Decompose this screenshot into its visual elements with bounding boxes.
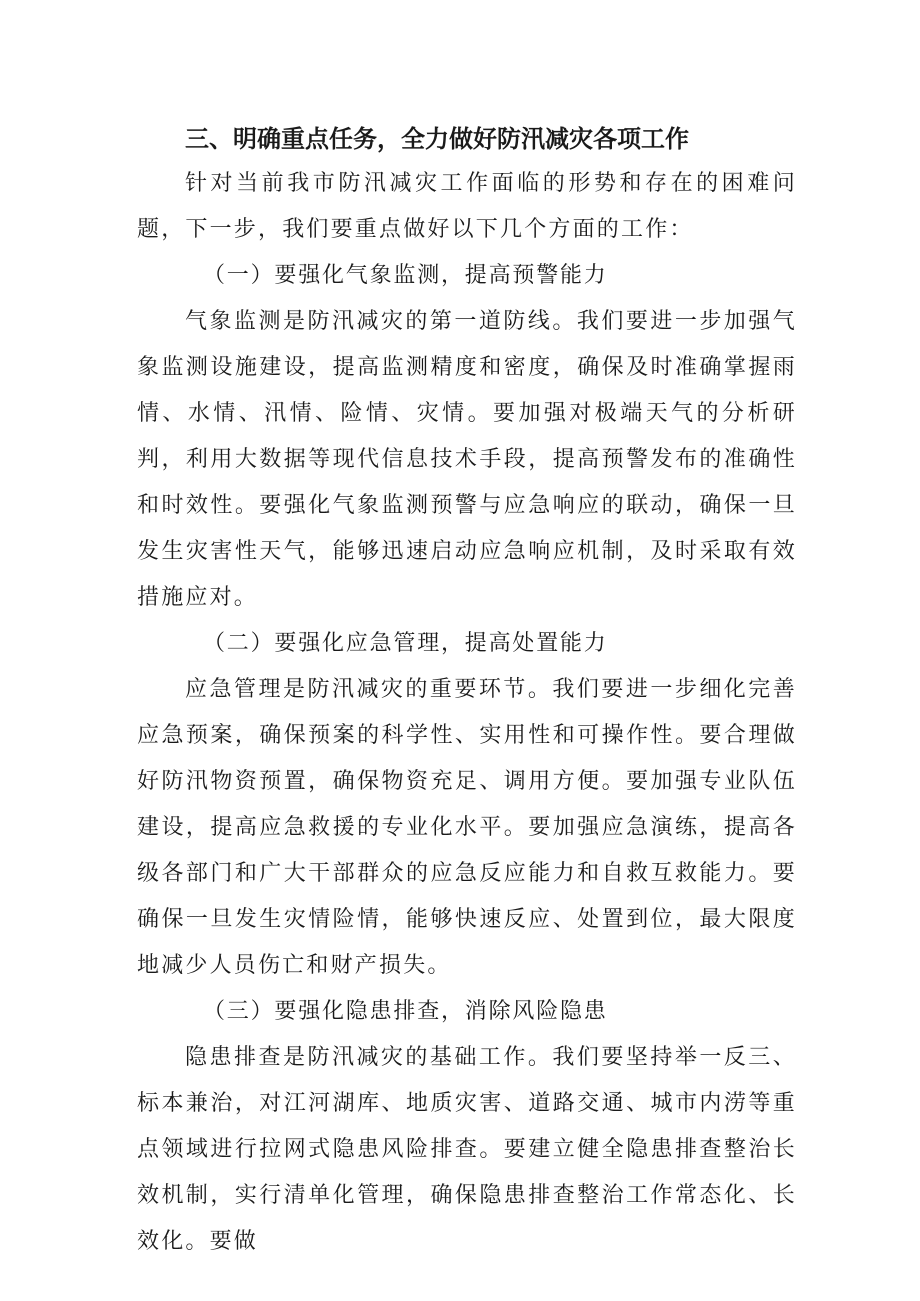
subsection-title-2: （二）要强化应急管理，提高处置能力	[203, 631, 608, 656]
intro-paragraph: 针对当前我市防汛减灾工作面临的形势和存在的困难问题，下一步，我们要重点做好以下几个方面的工作：	[137, 171, 797, 242]
section-heading: 三、明确重点任务，全力做好防汛减灾各项工作	[185, 125, 689, 153]
subsection-body-3: 隐患排查是防汛减灾的基础工作。我们要坚持举一反三、标本兼治，对江河湖库、地质灾害、道路交通、城市内涝等重点领域进行拉网式隐患风险排查。要建立健全隐患排查整治长效机制，实行清单化管理，确保隐患排查整治工作常态化、长效化。要做	[137, 1045, 797, 1254]
subsection-title-3: （三）要强化隐患排查，消除风险隐患	[203, 999, 608, 1024]
subsection-title-1: （一）要强化气象监测，提高预警能力	[203, 263, 608, 288]
document-body	[137, 118, 797, 1265]
subsection-body-1: 气象监测是防汛减灾的第一道防线。我们要进一步加强气象监测设施建设，提高监测精度和密度，确保及时准确掌握雨情、水情、汛情、险情、灾情。要加强对极端天气的分析研判，利用大数据等现代信息技术手段，提高预警发布的准确性和时效性。要强化气象监测预警与应急响应的联动，确保一旦发生灾害性天气，能够迅速启动应急响应机制，及时采取有效措施应对。	[137, 309, 797, 610]
subsection-body-2: 应急管理是防汛减灾的重要环节。我们要进一步细化完善应急预案，确保预案的科学性、实用性和可操作性。要合理做好防汛物资预置，确保物资充足、调用方便。要加强专业队伍建设，提高应急救援的专业化水平。要加强应急演练，提高各级各部门和广大干部群众的应急反应能力和自救互救能力。要确保一旦发生灾情险情，能够快速反应、处置到位，最大限度地减少人员伤亡和财产损失。	[137, 677, 797, 978]
